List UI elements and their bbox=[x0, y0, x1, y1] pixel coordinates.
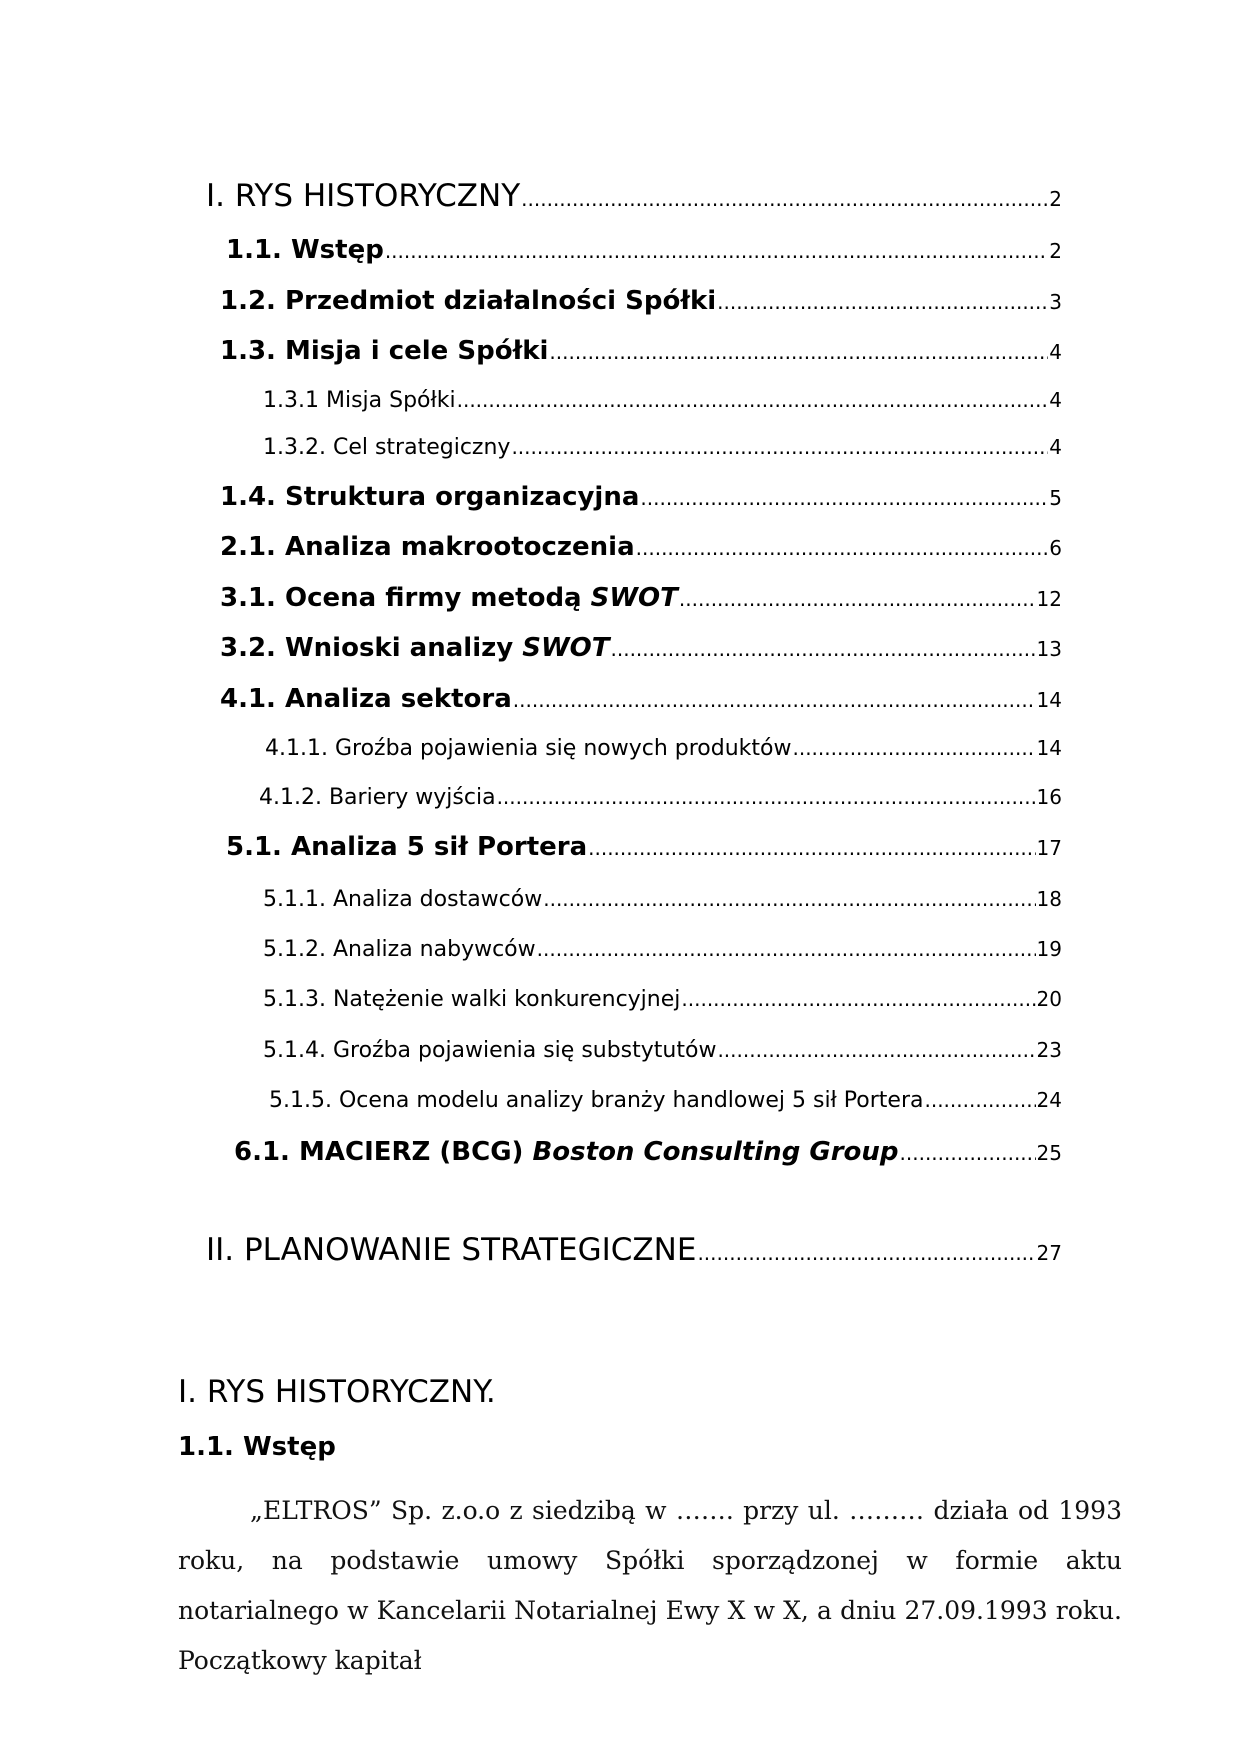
toc-page-number: 14 bbox=[1036, 736, 1062, 760]
section-heading: I. RYS HISTORYCZNY. bbox=[178, 1374, 496, 1410]
toc-dot-leader bbox=[521, 187, 1048, 211]
toc-entry-label: 1.3. Misja i cele Spółki bbox=[220, 336, 549, 366]
toc-page-number: 5 bbox=[1049, 486, 1062, 510]
toc-dot-leader bbox=[717, 1038, 1035, 1062]
toc-entry-wnioski-swot[interactable] bbox=[220, 633, 1062, 663]
toc-dot-leader bbox=[792, 736, 1035, 760]
toc-page-number: 24 bbox=[1036, 1088, 1062, 1112]
toc-entry-label: 3.1. Ocena firmy metodą SWOT bbox=[220, 583, 678, 613]
section-subheading: 1.1. Wstęp bbox=[178, 1432, 336, 1462]
toc-dot-leader bbox=[457, 388, 1049, 412]
toc-page-number: 4 bbox=[1049, 435, 1062, 459]
toc-entry-label: 1.2. Przedmiot działalności Spółki bbox=[220, 286, 717, 316]
toc-entry-grozba-nowych-produktow[interactable] bbox=[265, 736, 1062, 761]
toc-entry-wstep[interactable] bbox=[226, 235, 1062, 265]
toc-page-number: 20 bbox=[1036, 987, 1062, 1011]
toc-entry-label: 5.1.1. Analiza dostawców bbox=[263, 887, 543, 912]
toc-entry-label: 5.1.5. Ocena modelu analizy branży handlowej 5 sił Portera bbox=[269, 1088, 924, 1113]
toc-page-number: 18 bbox=[1036, 887, 1062, 911]
toc-page-number: 2 bbox=[1049, 239, 1062, 263]
toc-entry-label: 5.1.3. Natężenie walki konkurencyjnej bbox=[263, 987, 681, 1012]
toc-dot-leader bbox=[636, 536, 1049, 560]
toc-page-number: 16 bbox=[1036, 785, 1062, 809]
toc-entry-label: I. RYS HISTORYCZNY bbox=[206, 178, 521, 214]
toc-entry-label: 4.1.2. Bariery wyjścia bbox=[259, 785, 496, 810]
toc-page-number: 13 bbox=[1036, 637, 1062, 661]
toc-entry-label: 5.1.2. Analiza nabywców bbox=[263, 937, 536, 962]
toc-entry-label: 4.1. Analiza sektora bbox=[220, 684, 512, 714]
toc-entry-label: 1.3.1 Misja Spółki bbox=[263, 388, 456, 413]
toc-page-number: 17 bbox=[1036, 836, 1062, 860]
toc-entry-przedmiot-dzialalnosci[interactable] bbox=[220, 286, 1062, 316]
toc-entry-label: 1.4. Struktura organizacyjna bbox=[220, 482, 640, 512]
toc-entry-planowanie-strategiczne[interactable] bbox=[206, 1232, 1062, 1268]
toc-entry-cel-strategiczny[interactable] bbox=[263, 435, 1062, 460]
toc-dot-leader bbox=[588, 836, 1035, 860]
toc-entry-grozba-substytutow[interactable] bbox=[263, 1038, 1062, 1063]
toc-dot-leader bbox=[679, 587, 1036, 611]
toc-entry-label: 1.3.2. Cel strategiczny bbox=[263, 435, 511, 460]
toc-dot-leader bbox=[543, 887, 1035, 911]
toc-page-number: 4 bbox=[1049, 388, 1062, 412]
toc-entry-ocena-modelu[interactable] bbox=[269, 1088, 1062, 1113]
toc-page-number: 12 bbox=[1036, 587, 1062, 611]
toc-entry-misja-spolki[interactable] bbox=[263, 388, 1062, 413]
toc-entry-label: 5.1.4. Groźba pojawienia się substytutów bbox=[263, 1038, 717, 1063]
toc-entry-analiza-5-sil-portera[interactable] bbox=[226, 832, 1062, 862]
toc-page-number: 19 bbox=[1036, 937, 1062, 961]
toc-entry-analiza-sektora[interactable] bbox=[220, 684, 1062, 714]
toc-entry-rys-historyczny[interactable] bbox=[206, 178, 1062, 214]
toc-entry-macierz-bcg[interactable] bbox=[234, 1137, 1062, 1167]
toc-dot-leader bbox=[697, 1241, 1035, 1265]
toc-entry-analiza-makrootoczenia[interactable] bbox=[220, 532, 1062, 562]
toc-dot-leader bbox=[537, 937, 1036, 961]
toc-dot-leader bbox=[549, 340, 1048, 364]
toc-entry-ocena-swot[interactable] bbox=[220, 583, 1062, 613]
toc-entry-struktura-organizacyjna[interactable] bbox=[220, 482, 1062, 512]
toc-dot-leader bbox=[924, 1088, 1035, 1112]
toc-entry-misja-i-cele[interactable] bbox=[220, 336, 1062, 366]
toc-page-number: 3 bbox=[1049, 290, 1062, 314]
toc-page-number: 2 bbox=[1049, 187, 1062, 211]
toc-dot-leader bbox=[513, 688, 1036, 712]
toc-page-number: 14 bbox=[1036, 688, 1062, 712]
toc-entry-label: II. PLANOWANIE STRATEGICZNE bbox=[206, 1232, 697, 1268]
toc-dot-leader bbox=[640, 486, 1048, 510]
toc-entry-natezenie-walki[interactable] bbox=[263, 987, 1062, 1012]
toc-dot-leader bbox=[681, 987, 1035, 1011]
toc-dot-leader bbox=[385, 239, 1048, 263]
toc-page-number: 25 bbox=[1036, 1141, 1062, 1165]
toc-dot-leader bbox=[511, 435, 1048, 459]
toc-dot-leader bbox=[717, 290, 1048, 314]
toc-dot-leader bbox=[900, 1141, 1036, 1165]
toc-entry-label: 1.1. Wstęp bbox=[226, 235, 384, 265]
toc-entry-analiza-nabywcow[interactable] bbox=[263, 937, 1062, 962]
toc-dot-leader bbox=[611, 637, 1036, 661]
toc-page-number: 23 bbox=[1036, 1038, 1062, 1062]
toc-entry-label: 4.1.1. Groźba pojawienia się nowych produktów bbox=[265, 736, 792, 761]
toc-page-number: 6 bbox=[1049, 536, 1062, 560]
toc-page-number: 4 bbox=[1049, 340, 1062, 364]
toc-entry-label: 5.1. Analiza 5 sił Portera bbox=[226, 832, 588, 862]
toc-entry-bariery-wyjscia[interactable] bbox=[259, 785, 1062, 810]
toc-entry-analiza-dostawcow[interactable] bbox=[263, 887, 1062, 912]
toc-entry-label: 2.1. Analiza makrootoczenia bbox=[220, 532, 635, 562]
toc-entry-label: 6.1. MACIERZ (BCG) Boston Consulting Group bbox=[234, 1137, 899, 1167]
toc-page-number: 27 bbox=[1036, 1241, 1062, 1265]
body-paragraph: „ELTROS” Sp. z.o.o z siedzibą w ……. przy ul. ……… działa od 1993 roku, na podstawie umowy Spółki sporządzonej w formie aktu notarialnego w Kancelarii Notarialnej Ewy X w X, a dniu 27.09.1993 roku. Początkowy kapitał bbox=[178, 1496, 1122, 1675]
toc-entry-label: 3.2. Wnioski analizy SWOT bbox=[220, 633, 610, 663]
toc-dot-leader bbox=[497, 785, 1036, 809]
